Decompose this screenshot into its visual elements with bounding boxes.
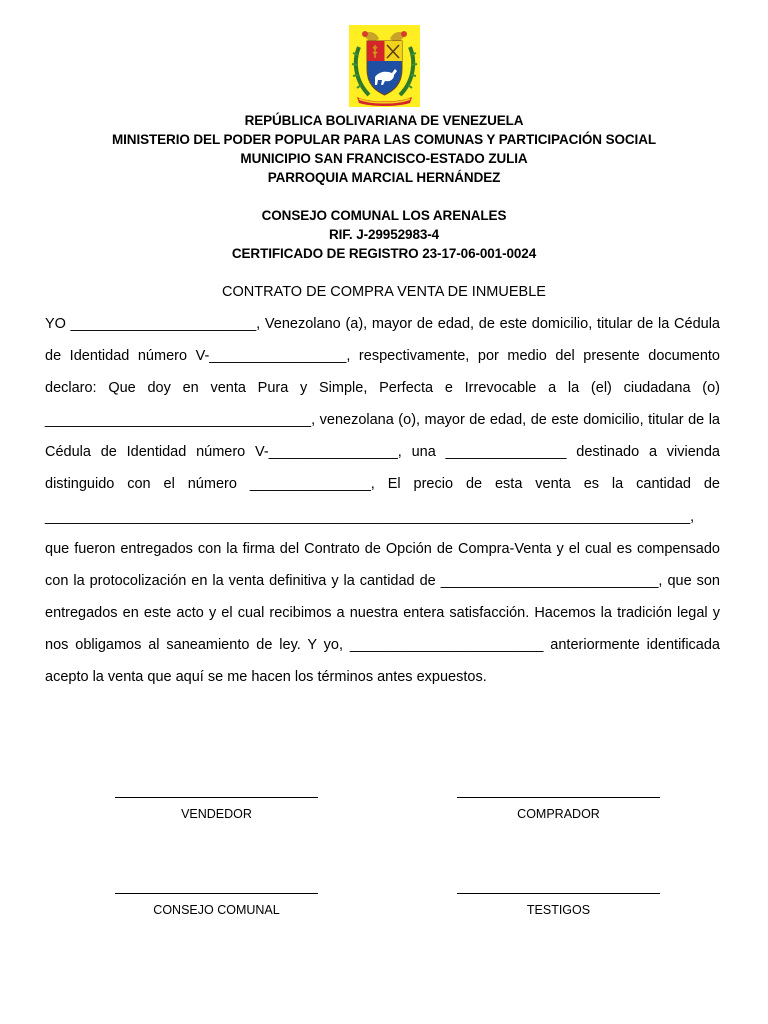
header-municipality: MUNICIPIO SAN FRANCISCO-ESTADO ZULIA xyxy=(240,151,528,166)
coat-of-arms-emblem xyxy=(349,25,420,107)
signature-line xyxy=(115,893,318,894)
signature-council-label: CONSEJO COMUNAL xyxy=(153,903,280,917)
document-header xyxy=(0,111,768,263)
header-rif: RIF. J-29952983-4 xyxy=(328,227,440,242)
signature-witnesses xyxy=(457,893,660,918)
signature-witnesses-label: TESTIGOS xyxy=(526,903,591,917)
signature-seller-label: VENDEDOR xyxy=(181,807,252,821)
header-registry-certificate: CERTIFICADO DE REGISTRO 23-17-06-001-0024 xyxy=(231,246,537,261)
signature-buyer-label: COMPRADOR xyxy=(517,807,600,821)
signature-seller xyxy=(115,797,318,822)
header-republic: REPÚBLICA BOLIVARIANA DE VENEZUELA xyxy=(244,113,524,128)
header-ministry: MINISTERIO DEL PODER POPULAR PARA LAS COMUNAS Y PARTICIPACIÓN SOCIAL xyxy=(112,132,656,147)
signature-line xyxy=(457,797,660,798)
header-council: CONSEJO COMUNAL LOS ARENALES xyxy=(261,208,507,223)
contract-body-text: YO _______________________, Venezolano (a), mayor de edad, de este domicilio, titular de la Cédula de Identidad número V-_________________, respectivamente, por medio del presente documento declaro: Que doy en venta Pura y Simple, Perfecta e Irrevocable a la (el) ciudadana (o) _________________________________, venezolana (o), mayor de edad, de este domicilio, titular de la Cédula de Identidad número V-________________, una _______________ destinado a vivienda distinguido con el número _______________, El precio de esta venta es la cantidad de ________________________________________________________________________________, que fueron entregados con la firma del Contrato de Opción de Compra-Venta y el cual es compensado con la protocolización en la venta definitiva y la cantidad de ___________________________, que son entregados en este acto y el cual recibimos a nuestra entera satisfacción. Hacemos la tradición legal y nos obligamos al saneamiento de ley. Y yo, ________________________ anteriormente identificada acepto la venta que aquí se me hacen los términos antes expuestos. xyxy=(45,316,720,686)
signature-council xyxy=(115,893,318,918)
signature-buyer xyxy=(457,797,660,822)
contract-title: CONTRATO DE COMPRA VENTA DE INMUEBLE xyxy=(222,284,546,300)
signature-line xyxy=(115,797,318,798)
contract-body xyxy=(45,308,720,693)
signature-line xyxy=(457,893,660,894)
header-parish: PARROQUIA MARCIAL HERNÁNDEZ xyxy=(267,170,501,185)
